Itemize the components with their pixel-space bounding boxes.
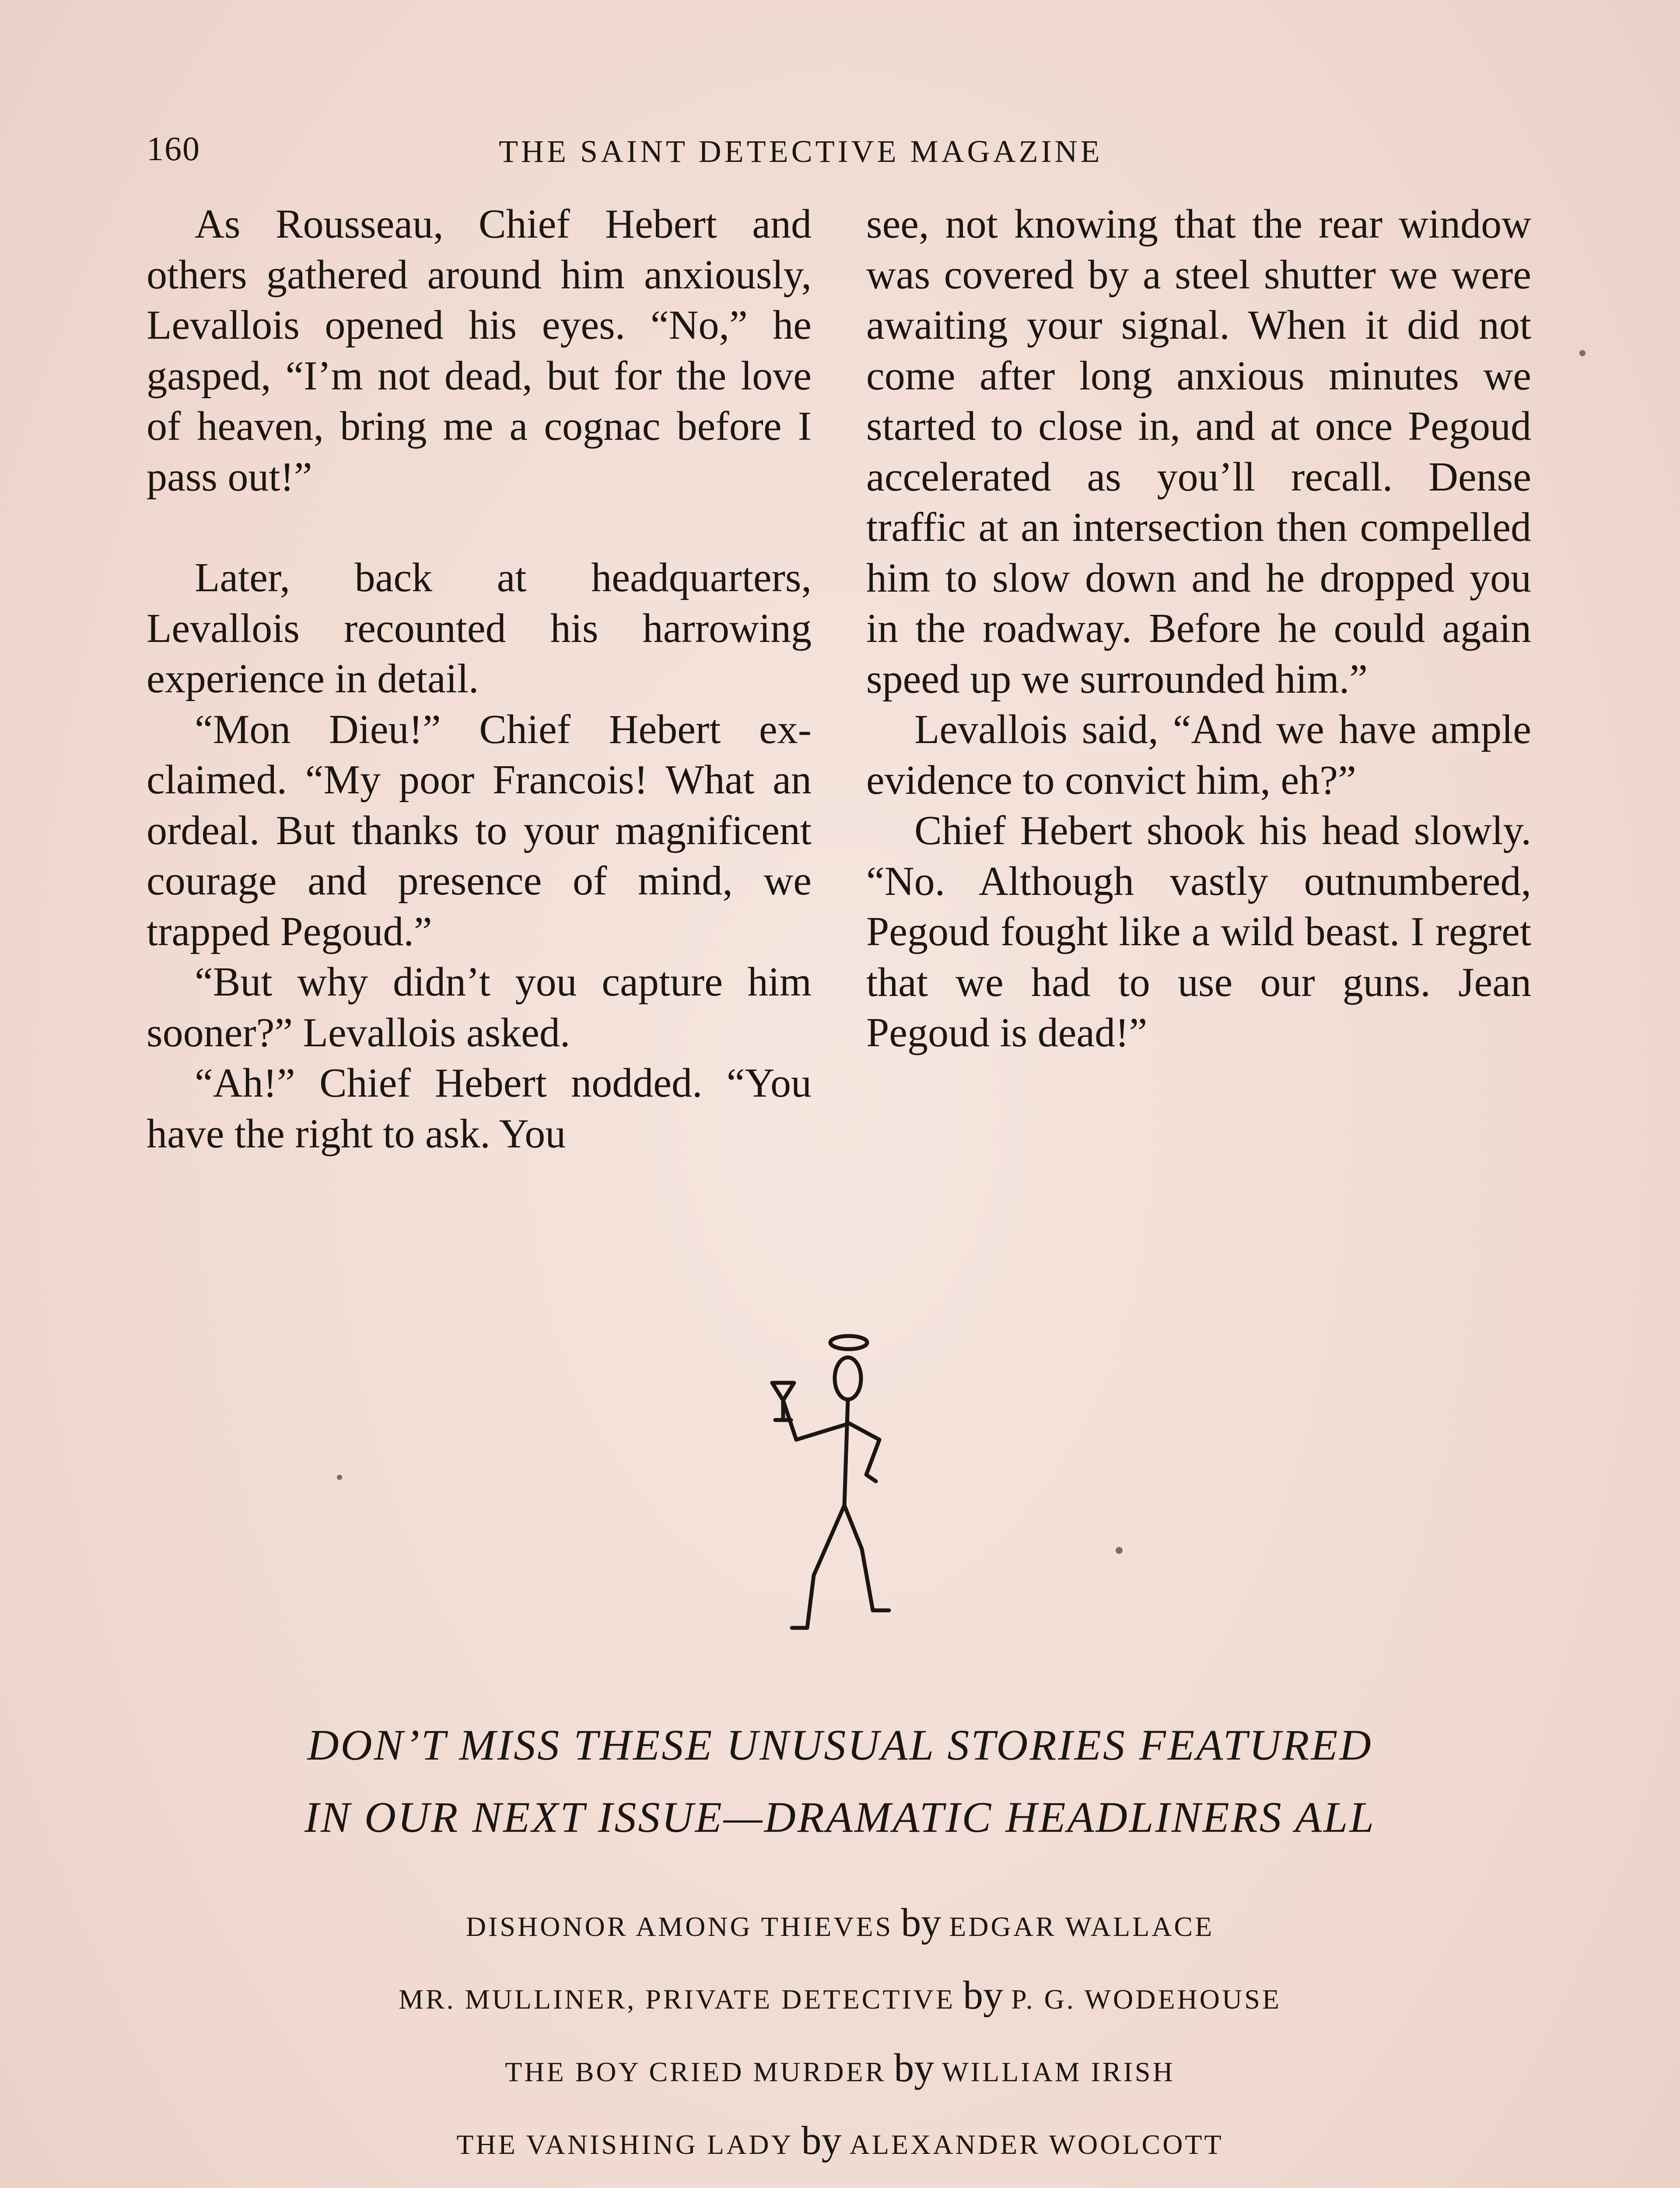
teaser-line: IN OUR NEXT ISSUE—DRAMATIC HEADLINERS ALL bbox=[304, 1793, 1376, 1841]
story-author: WILLIAM IRISH bbox=[942, 2056, 1175, 2087]
story-author: EDGAR WALLACE bbox=[949, 1911, 1214, 1942]
story-author: P. G. WODEHOUSE bbox=[1011, 1984, 1281, 2015]
left-column bbox=[147, 199, 812, 1159]
right-column bbox=[866, 199, 1531, 1059]
page-number: 160 bbox=[147, 130, 200, 168]
paragraph: see, not knowing that the rear window was covered by a steel shutter we were awaiting your signal. When it did not come after long anxious minutes we started to close in, and at once Pegoud accelerated as you’ll recall. Dense traffic at an intersection then compelled him to slow down and he dropped you in the roadway. Before he could again speed up we surrounded him.” bbox=[866, 201, 1531, 702]
paragraph: As Rousseau, Chief Hebert and others gathered around him anxiously, Levallois opened his eyes. “No,” he gasped, “I’m not dead, but for the love of heaven, bring me a cognac before I pass out!” bbox=[147, 201, 812, 500]
story-title: DISHONOR AMONG THIEVES bbox=[466, 1911, 893, 1942]
paragraph: “Ah!” Chief Hebert nodded. “You have the right to ask. You bbox=[147, 1060, 812, 1157]
paragraph: Levallois said, “And we have ample evidence to convict him, eh?” bbox=[866, 707, 1531, 803]
story-by: by bbox=[894, 2045, 934, 2090]
story-item bbox=[0, 1899, 1680, 1972]
paragraph: Chief Hebert shook his head slowly. “No. Although vastly outnumbered, Pegoud fought like a wild beast. I regret that we had to use our guns. Jean Pegoud is dead!” bbox=[866, 808, 1531, 1055]
story-item bbox=[0, 1972, 1680, 2044]
story-list bbox=[0, 1899, 1680, 2188]
teaser-line: DON’T MISS THESE UNUSUAL STORIES FEATURED bbox=[307, 1721, 1373, 1769]
story-by: by bbox=[963, 1973, 1004, 2017]
saint-halo-stick-figure-icon bbox=[761, 1330, 910, 1637]
story-item bbox=[0, 2117, 1680, 2188]
paper-speck bbox=[1116, 1547, 1123, 1554]
paragraph: Later, back at headquarters, Levallois recounted his harrowing experience in detail. bbox=[147, 555, 812, 701]
story-item bbox=[0, 2044, 1680, 2117]
story-author: ALEXANDER WOOLCOTT bbox=[849, 2129, 1224, 2160]
paragraph: “Mon Dieu!” Chief Hebert exclaimed. “My poor Francois! What an ordeal. But thanks to your magnificent courage and presence of mind, we trapped Pegoud.” bbox=[147, 706, 812, 954]
paper-speck bbox=[1579, 350, 1586, 356]
story-by: by bbox=[901, 1900, 942, 1945]
paragraph: “But why didn’t you capture him sooner?” Levallois asked. bbox=[147, 959, 812, 1055]
story-title: THE VANISHING LADY bbox=[456, 2129, 794, 2160]
running-head: THE SAINT DETECTIVE MAGAZINE bbox=[499, 134, 1103, 169]
story-by: by bbox=[801, 2118, 842, 2163]
story-title: THE BOY CRIED MURDER bbox=[505, 2056, 886, 2087]
story-title: MR. MULLINER, PRIVATE DETECTIVE bbox=[399, 1984, 956, 2015]
paper-speck bbox=[337, 1475, 342, 1480]
